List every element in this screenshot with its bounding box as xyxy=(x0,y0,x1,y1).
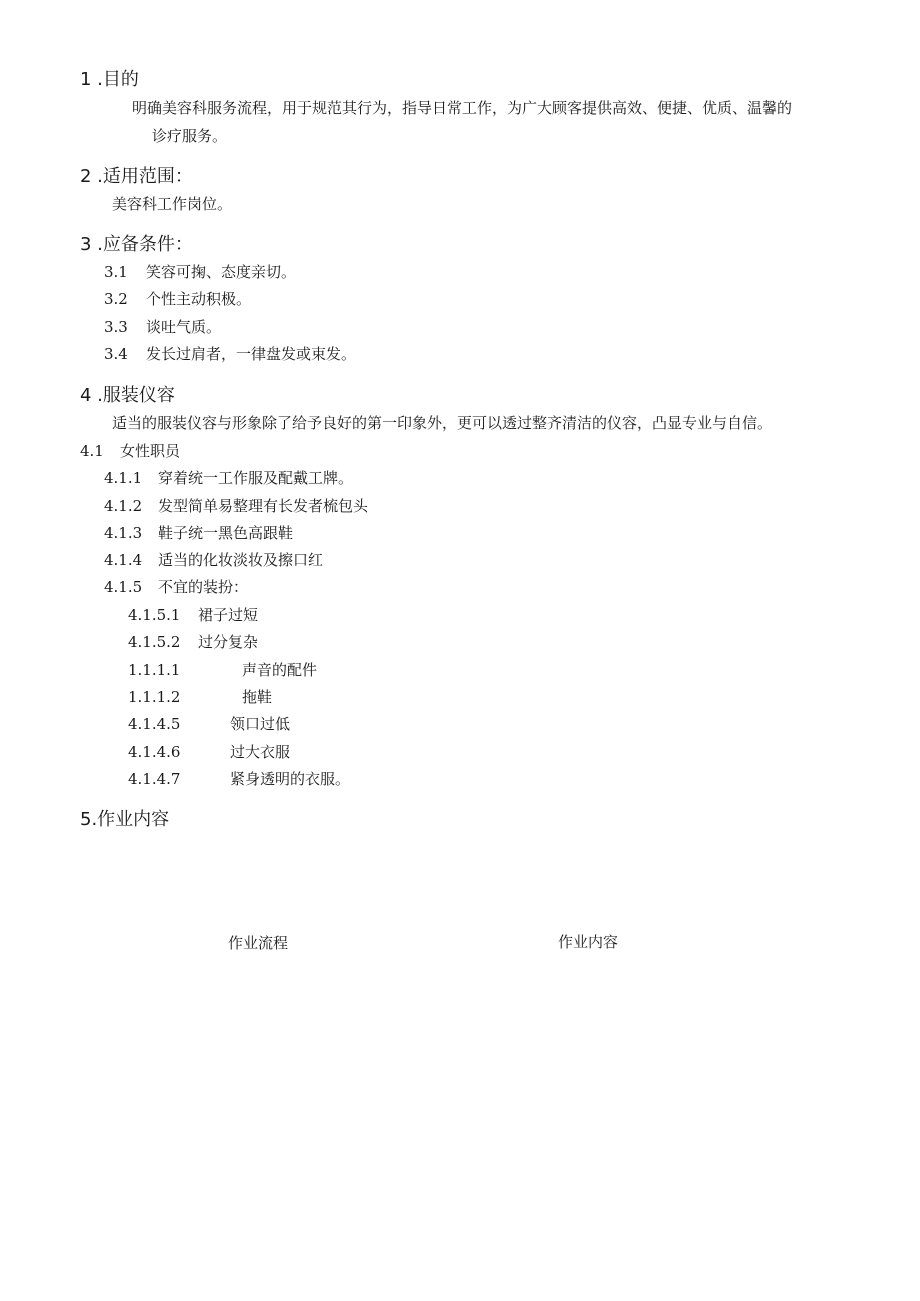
section-4-item xyxy=(104,496,368,516)
item-text: 不宜的装扮： xyxy=(158,578,249,596)
section-4-item xyxy=(104,468,353,488)
item-number: 4.1.4.6 xyxy=(128,743,181,761)
item-text: 女性职员 xyxy=(120,442,181,460)
item-text: 裙子过短 xyxy=(198,606,259,624)
section-3-item xyxy=(104,317,221,337)
item-number: 4.1.4.7 xyxy=(128,770,181,788)
item-text: 适当的化妆淡妆及擦口红 xyxy=(158,551,324,569)
item-number: 3.4 xyxy=(104,345,128,363)
section-4-subitem xyxy=(128,632,258,652)
work-content-column-header: 作业内容 xyxy=(558,933,619,951)
item-text: 过分复杂 xyxy=(198,633,259,651)
workflow-column-header: 作业流程 xyxy=(228,934,289,952)
item-number: 4.1.5.1 xyxy=(128,606,181,624)
item-number: 3.1 xyxy=(104,263,128,281)
item-text: 发长过肩者，一律盘发或束发。 xyxy=(146,345,357,363)
item-text: 过大衣服 xyxy=(230,743,291,761)
section-1-text-line2: 诊疗服务。 xyxy=(152,127,228,145)
item-text: 紧身透明的衣服。 xyxy=(230,770,351,788)
item-number: 4.1 xyxy=(80,442,104,460)
item-text: 鞋子统一黑色高跟鞋 xyxy=(158,524,294,542)
section-4-subitem xyxy=(128,605,258,625)
item-number: 3.2 xyxy=(104,290,128,308)
item-number: 4.1.1 xyxy=(104,469,143,487)
item-text: 笑容可掬、态度亲切。 xyxy=(146,263,297,281)
item-number: 4.1.3 xyxy=(104,524,143,542)
section-4-subitem xyxy=(128,742,290,762)
item-number: 3.3 xyxy=(104,318,128,336)
item-number: 4.1.2 xyxy=(104,497,143,515)
section-1-heading: 1 .目的 xyxy=(80,69,139,90)
section-3-item xyxy=(104,262,296,282)
section-4-1-title xyxy=(80,441,180,461)
section-4-subitem xyxy=(128,660,317,680)
item-number: 4.1.5.2 xyxy=(128,633,181,651)
section-2-text: 美容科工作岗位。 xyxy=(112,195,233,213)
section-3-item xyxy=(104,344,356,364)
item-number: 4.1.4 xyxy=(104,551,143,569)
section-4-subitem xyxy=(128,687,272,707)
section-4-intro: 适当的服装仪容与形象除了给予良好的第一印象外，更可以透过整齐清洁的仪容，凸显专业与自信。 xyxy=(112,414,773,432)
item-text: 穿着统一工作服及配戴工牌。 xyxy=(158,469,354,487)
section-3-item xyxy=(104,289,251,309)
section-3-heading: 3 .应备条件： xyxy=(80,234,193,255)
section-5-heading: 5.作业内容 xyxy=(80,809,170,830)
item-text: 谈吐气质。 xyxy=(146,318,222,336)
item-number: 4.1.4.5 xyxy=(128,715,181,733)
item-text: 领口过低 xyxy=(230,715,291,733)
section-2-heading: 2 .适用范围： xyxy=(80,166,193,187)
item-text: 个性主动积极。 xyxy=(146,290,252,308)
item-text: 声音的配件 xyxy=(242,661,318,679)
item-text: 拖鞋 xyxy=(242,688,273,706)
section-4-subitem xyxy=(128,769,350,789)
item-text: 发型简单易整理有长发者梳包头 xyxy=(158,497,369,515)
item-number: 1.1.1.2 xyxy=(128,688,181,706)
item-number: 1.1.1.1 xyxy=(128,661,181,679)
section-4-item xyxy=(104,550,323,570)
section-4-item xyxy=(104,523,293,543)
item-number: 4.1.5 xyxy=(104,578,143,596)
section-4-item xyxy=(104,577,248,597)
section-4-heading: 4 .服装仪容 xyxy=(80,385,175,406)
section-1-text-line1: 明确美容科服务流程，用于规范其行为，指导日常工作，为广大顾客提供高效、便捷、优质、温馨的 xyxy=(132,99,793,117)
section-4-subitem xyxy=(128,714,290,734)
